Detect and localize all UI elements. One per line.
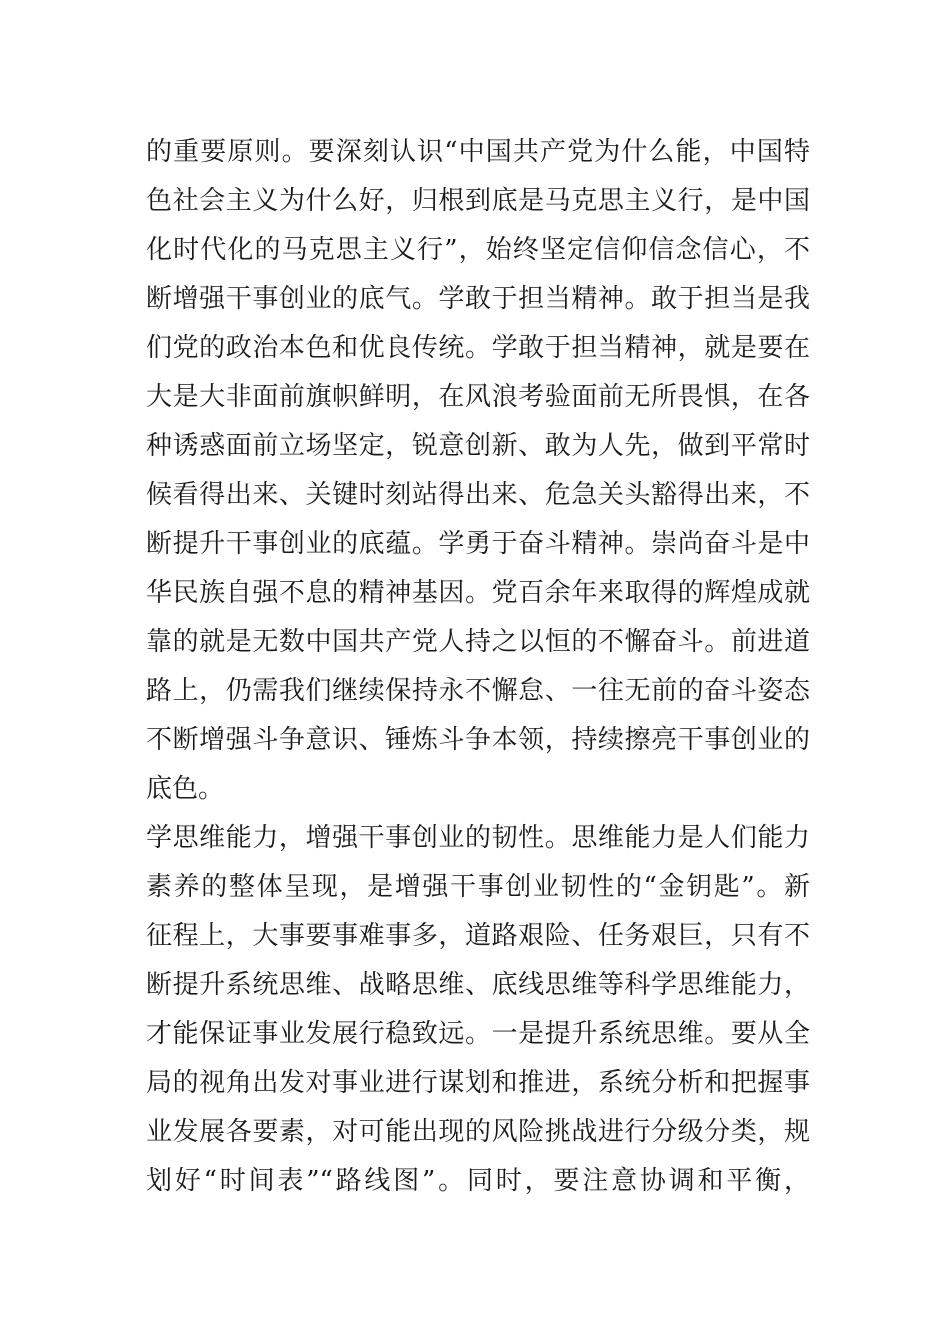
paragraph: [146, 128, 810, 814]
text-line: 路上，仍需我们继续保持永不懈怠、一往无前的奋斗姿态: [146, 676, 810, 706]
text-line: 断提升干事创业的底蕴。学勇于奋斗精神。崇尚奋斗是中: [146, 529, 810, 559]
text-line: 化时代化的马克思主义行”，始终坚定信仰信念信心，不: [146, 235, 810, 265]
text-line: 华民族自强不息的精神基因。党百余年来取得的辉煌成就: [146, 578, 810, 608]
text-line: 局的视角出发对事业进行谋划和推进，系统分析和把握事: [146, 1068, 810, 1098]
text-line: 底色。: [146, 774, 225, 804]
text-line: 业发展各要素，对可能出现的风险挑战进行分级分类，规: [146, 1117, 810, 1147]
text-line: 候看得出来、关键时刻站得出来、危急关头豁得出来，不: [146, 480, 810, 510]
text-line: 的重要原则。要深刻认识“中国共产党为什么能，中国特: [146, 137, 810, 167]
text-line: 征程上，大事要事难事多，道路艰险、任务艰巨，只有不: [146, 921, 810, 951]
text-line: 素养的整体呈现，是增强干事创业韧性的“金钥匙”。新: [146, 872, 810, 902]
document-body: [146, 128, 810, 1206]
text-line: 大是大非面前旗帜鲜明，在风浪考验面前无所畏惧，在各: [146, 382, 810, 412]
text-line: 色社会主义为什么好，归根到底是马克思主义行，是中国: [146, 186, 810, 216]
paragraph: [146, 814, 810, 1206]
text-line: 划好“时间表”“路线图”。同时，要注意协调和平衡，: [146, 1166, 810, 1196]
text-line: 们党的政治本色和优良传统。学敢于担当精神，就是要在: [146, 333, 810, 363]
text-line: 断提升系统思维、战略思维、底线思维等科学思维能力，: [146, 970, 810, 1000]
text-line: 种诱惑面前立场坚定，锐意创新、敢为人先，做到平常时: [146, 431, 810, 461]
text-line: 不断增强斗争意识、锤炼斗争本领，持续擦亮干事创业的: [146, 725, 810, 755]
text-line: 断增强干事创业的底气。学敢于担当精神。敢于担当是我: [146, 284, 810, 314]
text-line: 靠的就是无数中国共产党人持之以恒的不懈奋斗。前进道: [146, 627, 810, 657]
text-line: 才能保证事业发展行稳致远。一是提升系统思维。要从全: [146, 1019, 810, 1049]
text-line: 学思维能力，增强干事创业的韧性。思维能力是人们能力: [146, 823, 810, 853]
